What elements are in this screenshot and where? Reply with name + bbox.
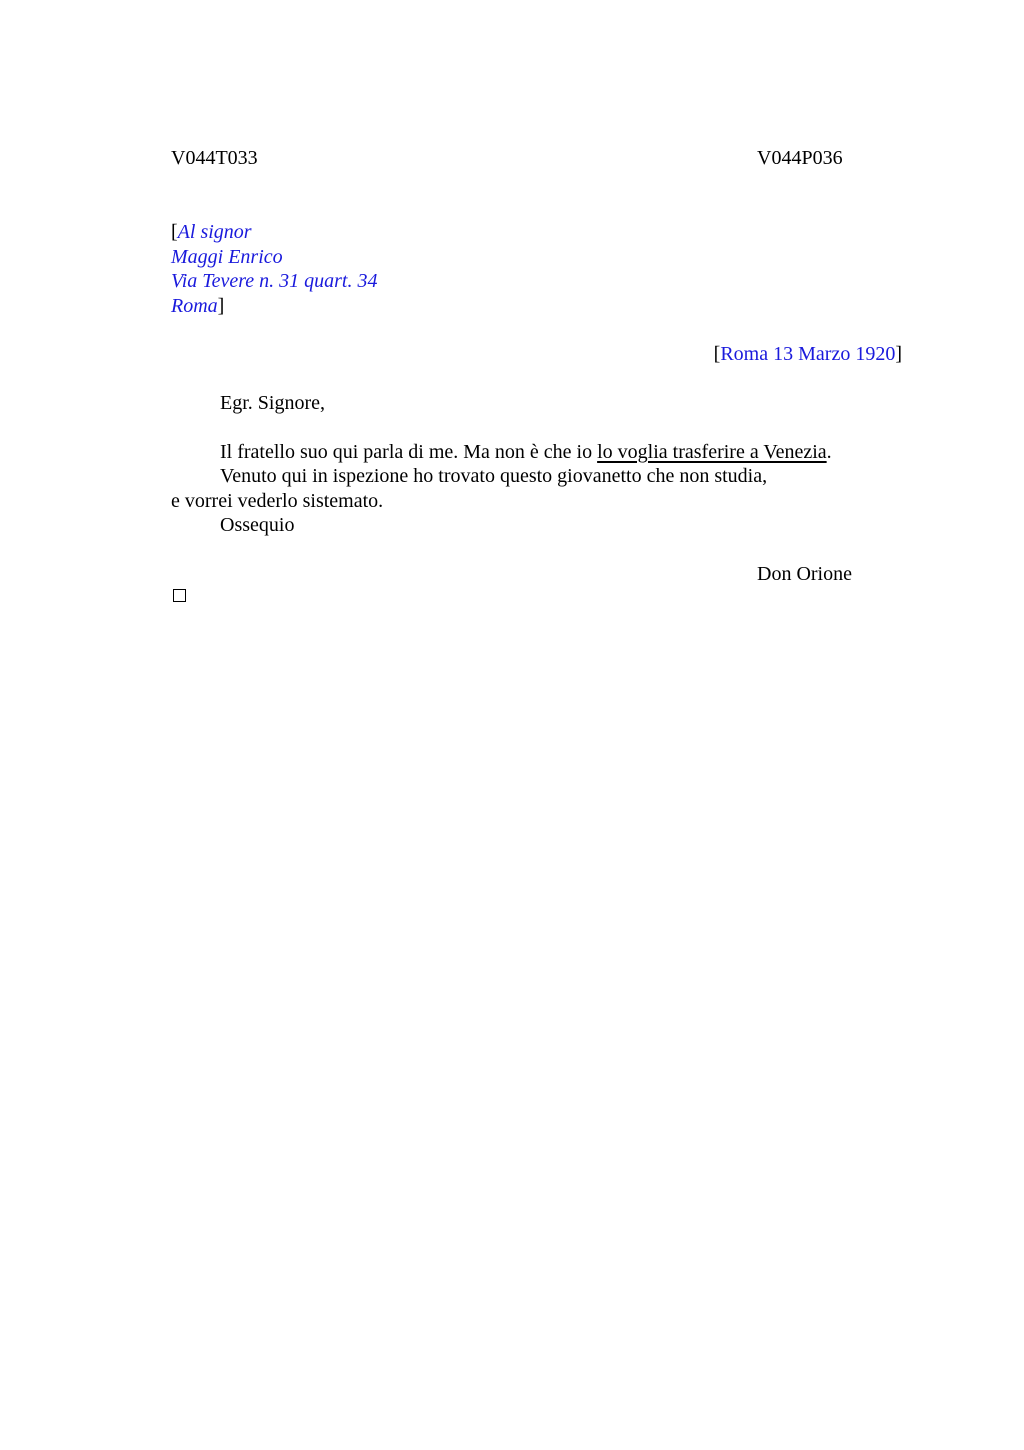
paragraph-1-end: . [826, 441, 832, 463]
date-bracket-close: ] [895, 343, 902, 365]
letter-salutation: Egr. Signore, [220, 392, 325, 414]
letter-paragraph-2: Venuto qui in ispezione ho trovato questo giovanetto che non studia, [220, 465, 768, 487]
address-city: Roma [171, 294, 218, 317]
document-code-left: V044T033 [171, 147, 258, 169]
address-line-1 [171, 220, 377, 245]
letter-paragraph-3: e vorrei vederlo sistemato. [171, 490, 384, 512]
letter-date [714, 342, 902, 366]
letter-closing: Ossequio [220, 514, 295, 536]
document-code-right: V044P036 [757, 147, 843, 169]
letter-paragraph-1 [220, 440, 832, 464]
address-bracket-close: ] [217, 294, 225, 317]
address-line-3: Via Tevere n. 31 quart. 34 [171, 270, 378, 292]
address-bracket-open: [ [171, 221, 178, 243]
letter-signature: Don Orione [757, 563, 852, 585]
address-line-4 [171, 294, 377, 319]
address-line-2: Maggi Enrico [171, 245, 283, 268]
recipient-address [171, 220, 377, 318]
address-recipient-title: Al signor [177, 221, 252, 243]
date-text: Roma 13 Marzo 1920 [720, 343, 896, 365]
empty-square-icon [173, 589, 186, 602]
paragraph-1-start: Il fratello suo qui parla di me. Ma non è che io [220, 441, 598, 463]
paragraph-1-underlined: lo voglia trasferire a Venezia [597, 441, 827, 463]
date-bracket-open: [ [713, 343, 721, 365]
